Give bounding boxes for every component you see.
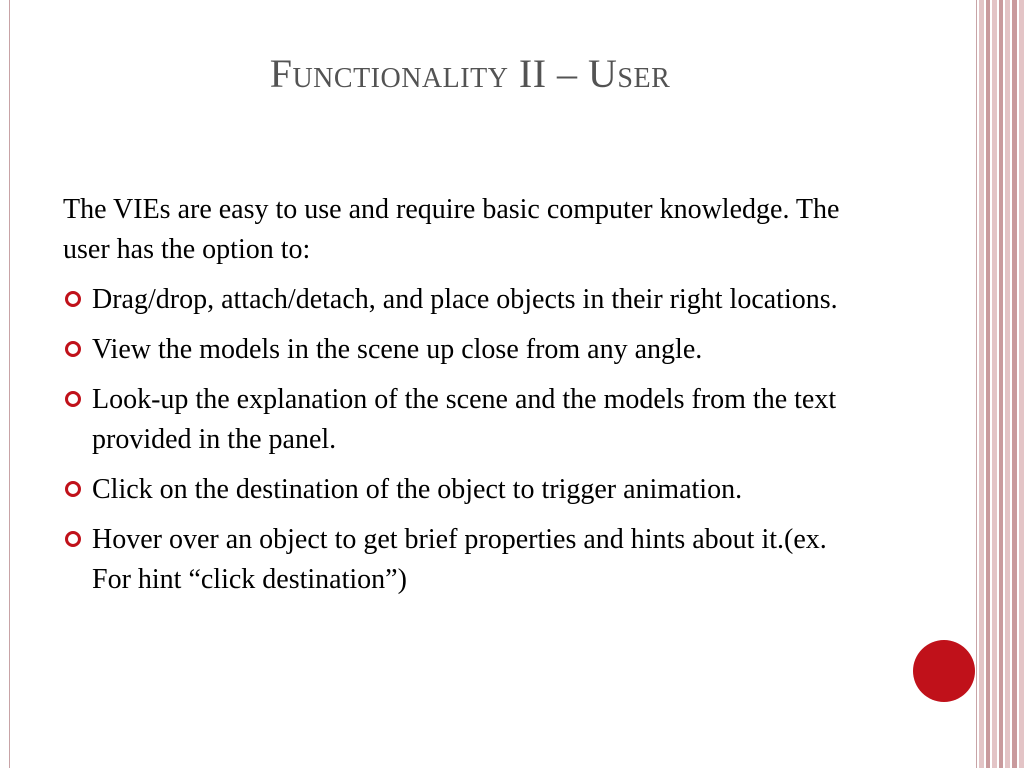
bullet-text: Look-up the explanation of the scene and the models from the text provided in the panel. <box>92 384 837 455</box>
stripe <box>1019 0 1024 768</box>
list-item <box>63 330 863 370</box>
bullet-text: Click on the destination of the object to trigger animation. <box>92 474 743 505</box>
bullet-text: Hover over an object to get brief properties and hints about it.(ex. For hint “click destination”) <box>92 524 827 595</box>
stripe <box>999 0 1003 768</box>
stripe <box>979 0 984 768</box>
hollow-circle-bullet-icon <box>65 481 81 497</box>
hollow-circle-bullet-icon <box>65 291 81 307</box>
hollow-circle-bullet-icon <box>65 391 81 407</box>
list-item <box>63 280 863 320</box>
red-circle-decoration <box>913 640 975 702</box>
bullet-list <box>63 280 863 600</box>
stripe <box>992 0 997 768</box>
slide-body <box>63 190 863 610</box>
intro-paragraph: The VIEs are easy to use and require basic computer knowledge. The user has the option to: <box>63 194 840 265</box>
hollow-circle-bullet-icon <box>65 341 81 357</box>
stripe <box>1005 0 1010 768</box>
list-item <box>63 520 863 600</box>
slide-title: Functionality II – User <box>269 51 671 96</box>
bullet-text: View the models in the scene up close from any angle. <box>92 334 703 365</box>
stripe <box>986 0 990 768</box>
list-item <box>63 470 863 510</box>
bullet-text: Drag/drop, attach/detach, and place objects in their right locations. <box>92 284 838 315</box>
list-item <box>63 380 863 460</box>
hollow-circle-bullet-icon <box>65 531 81 547</box>
stripe <box>1012 0 1017 768</box>
